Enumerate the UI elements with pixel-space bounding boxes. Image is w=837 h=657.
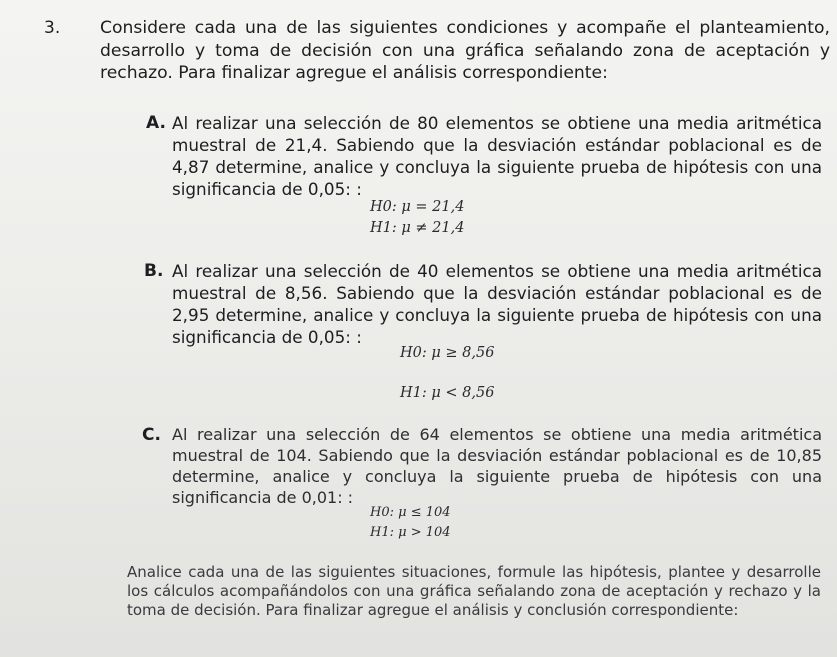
item-c-h0: H0: μ ≤ 104 [370,505,451,520]
item-c-h1: H1: μ > 104 [370,525,451,540]
item-c-letter: C. [142,425,161,445]
question-intro: Considere cada una de las siguientes condiciones y acompañe el planteamiento, desarrollo y toma de decisión con una gráfica señalando zona de aceptación y rechazo. Para finalizar agregue el análisis correspondiente: [100,18,830,83]
item-b-letter: B. [144,261,164,281]
item-a-h0: H0: μ = 21,4 [370,199,465,215]
item-a-text: Al realizar una selección de 80 elementos se obtiene una media aritmética muestral de 21,4. Sabiendo que la desviación estándar poblacional es de 4,87 determine, analice y concluya la siguiente prueba de hipótesis con una significancia de 0,05: : [172,113,822,199]
item-b-text: Al realizar una selección de 40 elementos se obtiene una media aritmética muestral de 8,56. Sabiendo que la desviación estándar poblacional es de 2,95 determine, analice y concluya la siguiente prueba de hipótesis con una significancia de 0,05: : [172,261,822,347]
item-a-h1: H1: μ ≠ 21,4 [370,220,465,236]
question-number: 3. [44,18,61,38]
item-b-h0: H0: μ ≥ 8,56 [400,345,495,361]
item-c-text: Al realizar una selección de 64 elementos se obtiene una media aritmética muestral de 104. Sabiendo que la desviación estándar poblacional es de 10,85 determine, analice y concluya la siguiente prueba de hipótesis con una significancia de 0,01: : [172,425,822,507]
item-b-h1: H1: μ < 8,56 [400,385,495,401]
closing-paragraph: Analice cada una de las siguientes situaciones, formule las hipótesis, plantee y desarrolle los cálculos acompañándolos con una gráfica señalando zona de aceptación y rechazo y la toma de decisión. Para finalizar agregue el análisis y conclusión correspondiente: [127,563,821,619]
item-a-letter: A. [146,113,166,133]
